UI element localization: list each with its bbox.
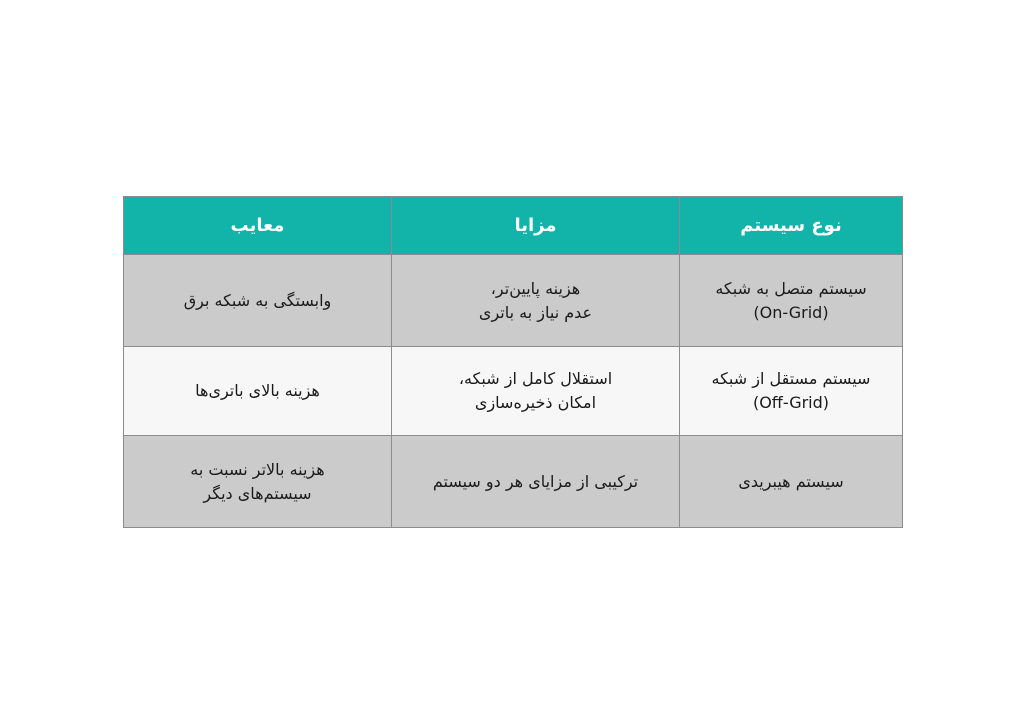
cell-text: (Off-Grid) (752, 393, 830, 412)
cell-text: عدم نیاز به باتری (478, 302, 593, 322)
table-row (124, 436, 903, 528)
cell-advantages (392, 255, 680, 347)
cell-text: هزینه پایین‌تر، (490, 278, 581, 298)
table-row (124, 255, 903, 347)
header-advantages: مزایا (392, 197, 680, 255)
cell-disadvantages (124, 347, 392, 436)
cell-text: سیستم‌های دیگر (203, 483, 312, 503)
cell-text: سیستم مستقل از شبکه (711, 369, 871, 388)
cell-system-type (680, 347, 903, 436)
cell-advantages (392, 347, 680, 436)
cell-system-type (680, 436, 903, 528)
cell-advantages (392, 436, 680, 528)
table-header-row (124, 197, 903, 255)
cell-text: ترکیبی از مزایای هر دو سیستم (432, 471, 639, 491)
cell-text: سیستم هیبریدی (738, 471, 844, 491)
table-row (124, 347, 903, 436)
cell-text: سیستم متصل به شبکه (715, 278, 867, 298)
cell-disadvantages (124, 255, 392, 347)
cell-text: هزینه بالاتر نسبت به (190, 459, 325, 479)
cell-text: وابستگی به شبکه برق (183, 290, 332, 310)
cell-text: هزینه بالای باتری‌ها (195, 381, 320, 400)
cell-text: امکان ذخیره‌سازی (474, 393, 597, 412)
comparison-table (123, 196, 903, 528)
cell-text: (On-Grid) (753, 302, 829, 322)
cell-disadvantages (124, 436, 392, 528)
header-system-type: نوع سیستم (680, 197, 903, 255)
cell-system-type (680, 255, 903, 347)
header-disadvantages: معایب (124, 197, 392, 255)
cell-text: استقلال کامل از شبکه، (458, 369, 613, 388)
